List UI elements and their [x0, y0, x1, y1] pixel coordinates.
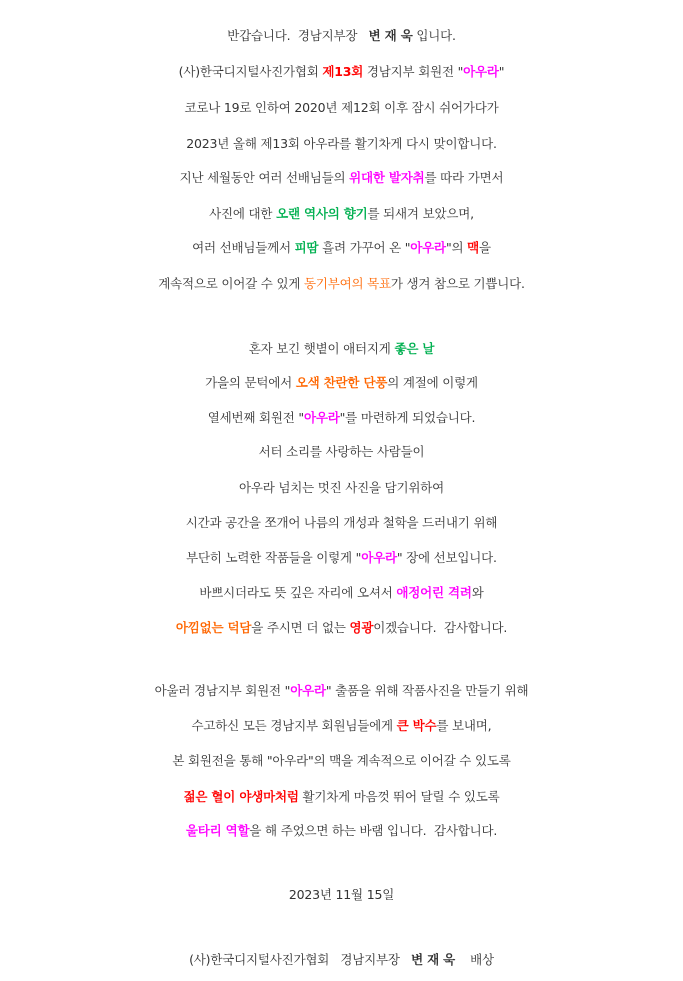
line-text: "를 마련하게 되었습니다. [339, 410, 476, 425]
highlight-text: 아우라 [463, 64, 499, 79]
letter-line [0, 27, 683, 45]
letter-line [0, 443, 683, 461]
highlight-text: 맥 [467, 240, 480, 255]
highlight-text: 영광 [349, 620, 374, 635]
signature-suffix: 배상 [455, 952, 494, 967]
line-text: 본 회원전을 통해 "아우라"의 맥을 계속적으로 이어갈 수 있도록 [172, 753, 511, 768]
letter-line [0, 619, 683, 637]
line-text: 부단히 노력한 작품들을 이렇게 " [186, 550, 362, 565]
letter-signature [0, 951, 683, 969]
line-text: 열세번째 회원전 " [207, 410, 304, 425]
letter-date [0, 886, 683, 904]
letter-line [0, 479, 683, 497]
highlight-text: 아낌없는 덕담 [175, 620, 252, 635]
line-text: 코로나 19로 인하여 2020년 제12회 이후 잠시 쉬어가다가 [184, 100, 499, 115]
line-text: 수고하신 모든 경남지부 회원님들에게 [191, 718, 397, 733]
letter-line [0, 169, 683, 187]
highlight-text: 아우라 [303, 410, 340, 425]
line-text: 경남지부 회원전 " [363, 64, 464, 79]
line-text: (사)한국디지털사진가협회 [178, 64, 323, 79]
letter-line [0, 63, 683, 81]
line-text: 활기차게 마음껏 뛰어 달릴 수 있도록 [298, 789, 500, 804]
line-text: 을 주시면 더 없는 [251, 620, 350, 635]
highlight-text: 울타리 역할 [185, 823, 250, 838]
line-text: 를 따라 가면서 [424, 170, 504, 185]
line-text: " 장에 선보입니다. [396, 550, 497, 565]
highlight-text: 큰 박수 [396, 718, 437, 733]
line-text: 바쁘시더라도 뜻 깊은 자리에 오셔서 [199, 585, 397, 600]
letter-line [0, 584, 683, 602]
letter-line [0, 239, 683, 257]
letter-line [0, 135, 683, 153]
highlight-text: 피땀 [294, 240, 319, 255]
highlight-text: 젊은 혈이 야생마처럼 [183, 789, 299, 804]
author-name: 변 재 욱 [368, 28, 413, 43]
line-text: 가을의 문턱에서 [205, 375, 296, 390]
letter-line [0, 682, 683, 700]
line-text: 여러 선배님들께서 [192, 240, 295, 255]
line-text: 혼자 보긴 햇볕이 애터지게 [248, 341, 395, 356]
highlight-text: 아우라 [410, 240, 446, 255]
highlight-text: 오색 찬란한 단풍 [295, 375, 388, 390]
line-text: 을 [479, 240, 491, 255]
line-text: "의 [445, 240, 468, 255]
line-text: 지난 세월동안 여러 선배님들의 [179, 170, 350, 185]
highlight-text: 위대한 발자취 [349, 170, 425, 185]
line-text: 가 생겨 참으로 기쁩니다. [390, 276, 525, 291]
line-text: 를 보내며, [436, 718, 492, 733]
letter-line [0, 549, 683, 567]
highlight-text: 오랜 역사의 향기 [276, 206, 368, 221]
line-text: 의 계절에 이렇게 [387, 375, 478, 390]
line-text: 흘려 가꾸어 온 " [318, 240, 411, 255]
letter-line [0, 205, 683, 223]
letter-line [0, 409, 683, 427]
highlight-text: 제13회 [322, 64, 364, 79]
letter-line [0, 788, 683, 806]
letter-line [0, 275, 683, 293]
line-text: 2023년 올해 제13회 아우라를 활기차게 다시 맞이합니다. [186, 136, 497, 151]
letter-line [0, 340, 683, 358]
letter-line [0, 99, 683, 117]
signature-org: (사)한국디지털사진가협회 경남지부장 [189, 952, 412, 967]
line-text: 반갑습니다. 경남지부장 [227, 28, 369, 43]
line-text: 입니다. [412, 28, 456, 43]
highlight-text: 아우라 [290, 683, 326, 698]
line-text: 아울러 경남지부 회원전 " [154, 683, 291, 698]
date-text: 2023년 11월 15일 [288, 887, 395, 902]
highlight-text: 동기부여의 목표 [303, 276, 391, 291]
letter-line [0, 717, 683, 735]
letter-line [0, 822, 683, 840]
line-text: 를 되새겨 보았으며, [367, 206, 474, 221]
line-text: 을 해 주었으면 하는 바램 입니다. 감사합니다. [249, 823, 498, 838]
line-text: 이겠습니다. 감사합니다. [373, 620, 508, 635]
author-name: 변 재 욱 [411, 952, 456, 967]
letter-line [0, 374, 683, 392]
line-text: " 출품을 위해 작품사진을 만들기 위해 [325, 683, 529, 698]
line-text: " [498, 64, 505, 79]
highlight-text: 아우라 [361, 550, 397, 565]
letter-line [0, 752, 683, 770]
highlight-text: 좋은 날 [394, 341, 435, 356]
letter-line [0, 514, 683, 532]
line-text: 와 [471, 585, 484, 600]
line-text: 아우라 넘치는 멋진 사진을 담기위하여 [238, 480, 445, 495]
line-text: 시간과 공간을 쪼개어 나름의 개성과 철학을 드러내기 위해 [185, 515, 498, 530]
line-text: 계속적으로 이어갈 수 있게 [158, 276, 304, 291]
line-text: 서터 소리를 사랑하는 사람들이 [258, 444, 425, 459]
highlight-text: 애정어린 격려 [396, 585, 472, 600]
line-text: 사진에 대한 [209, 206, 277, 221]
